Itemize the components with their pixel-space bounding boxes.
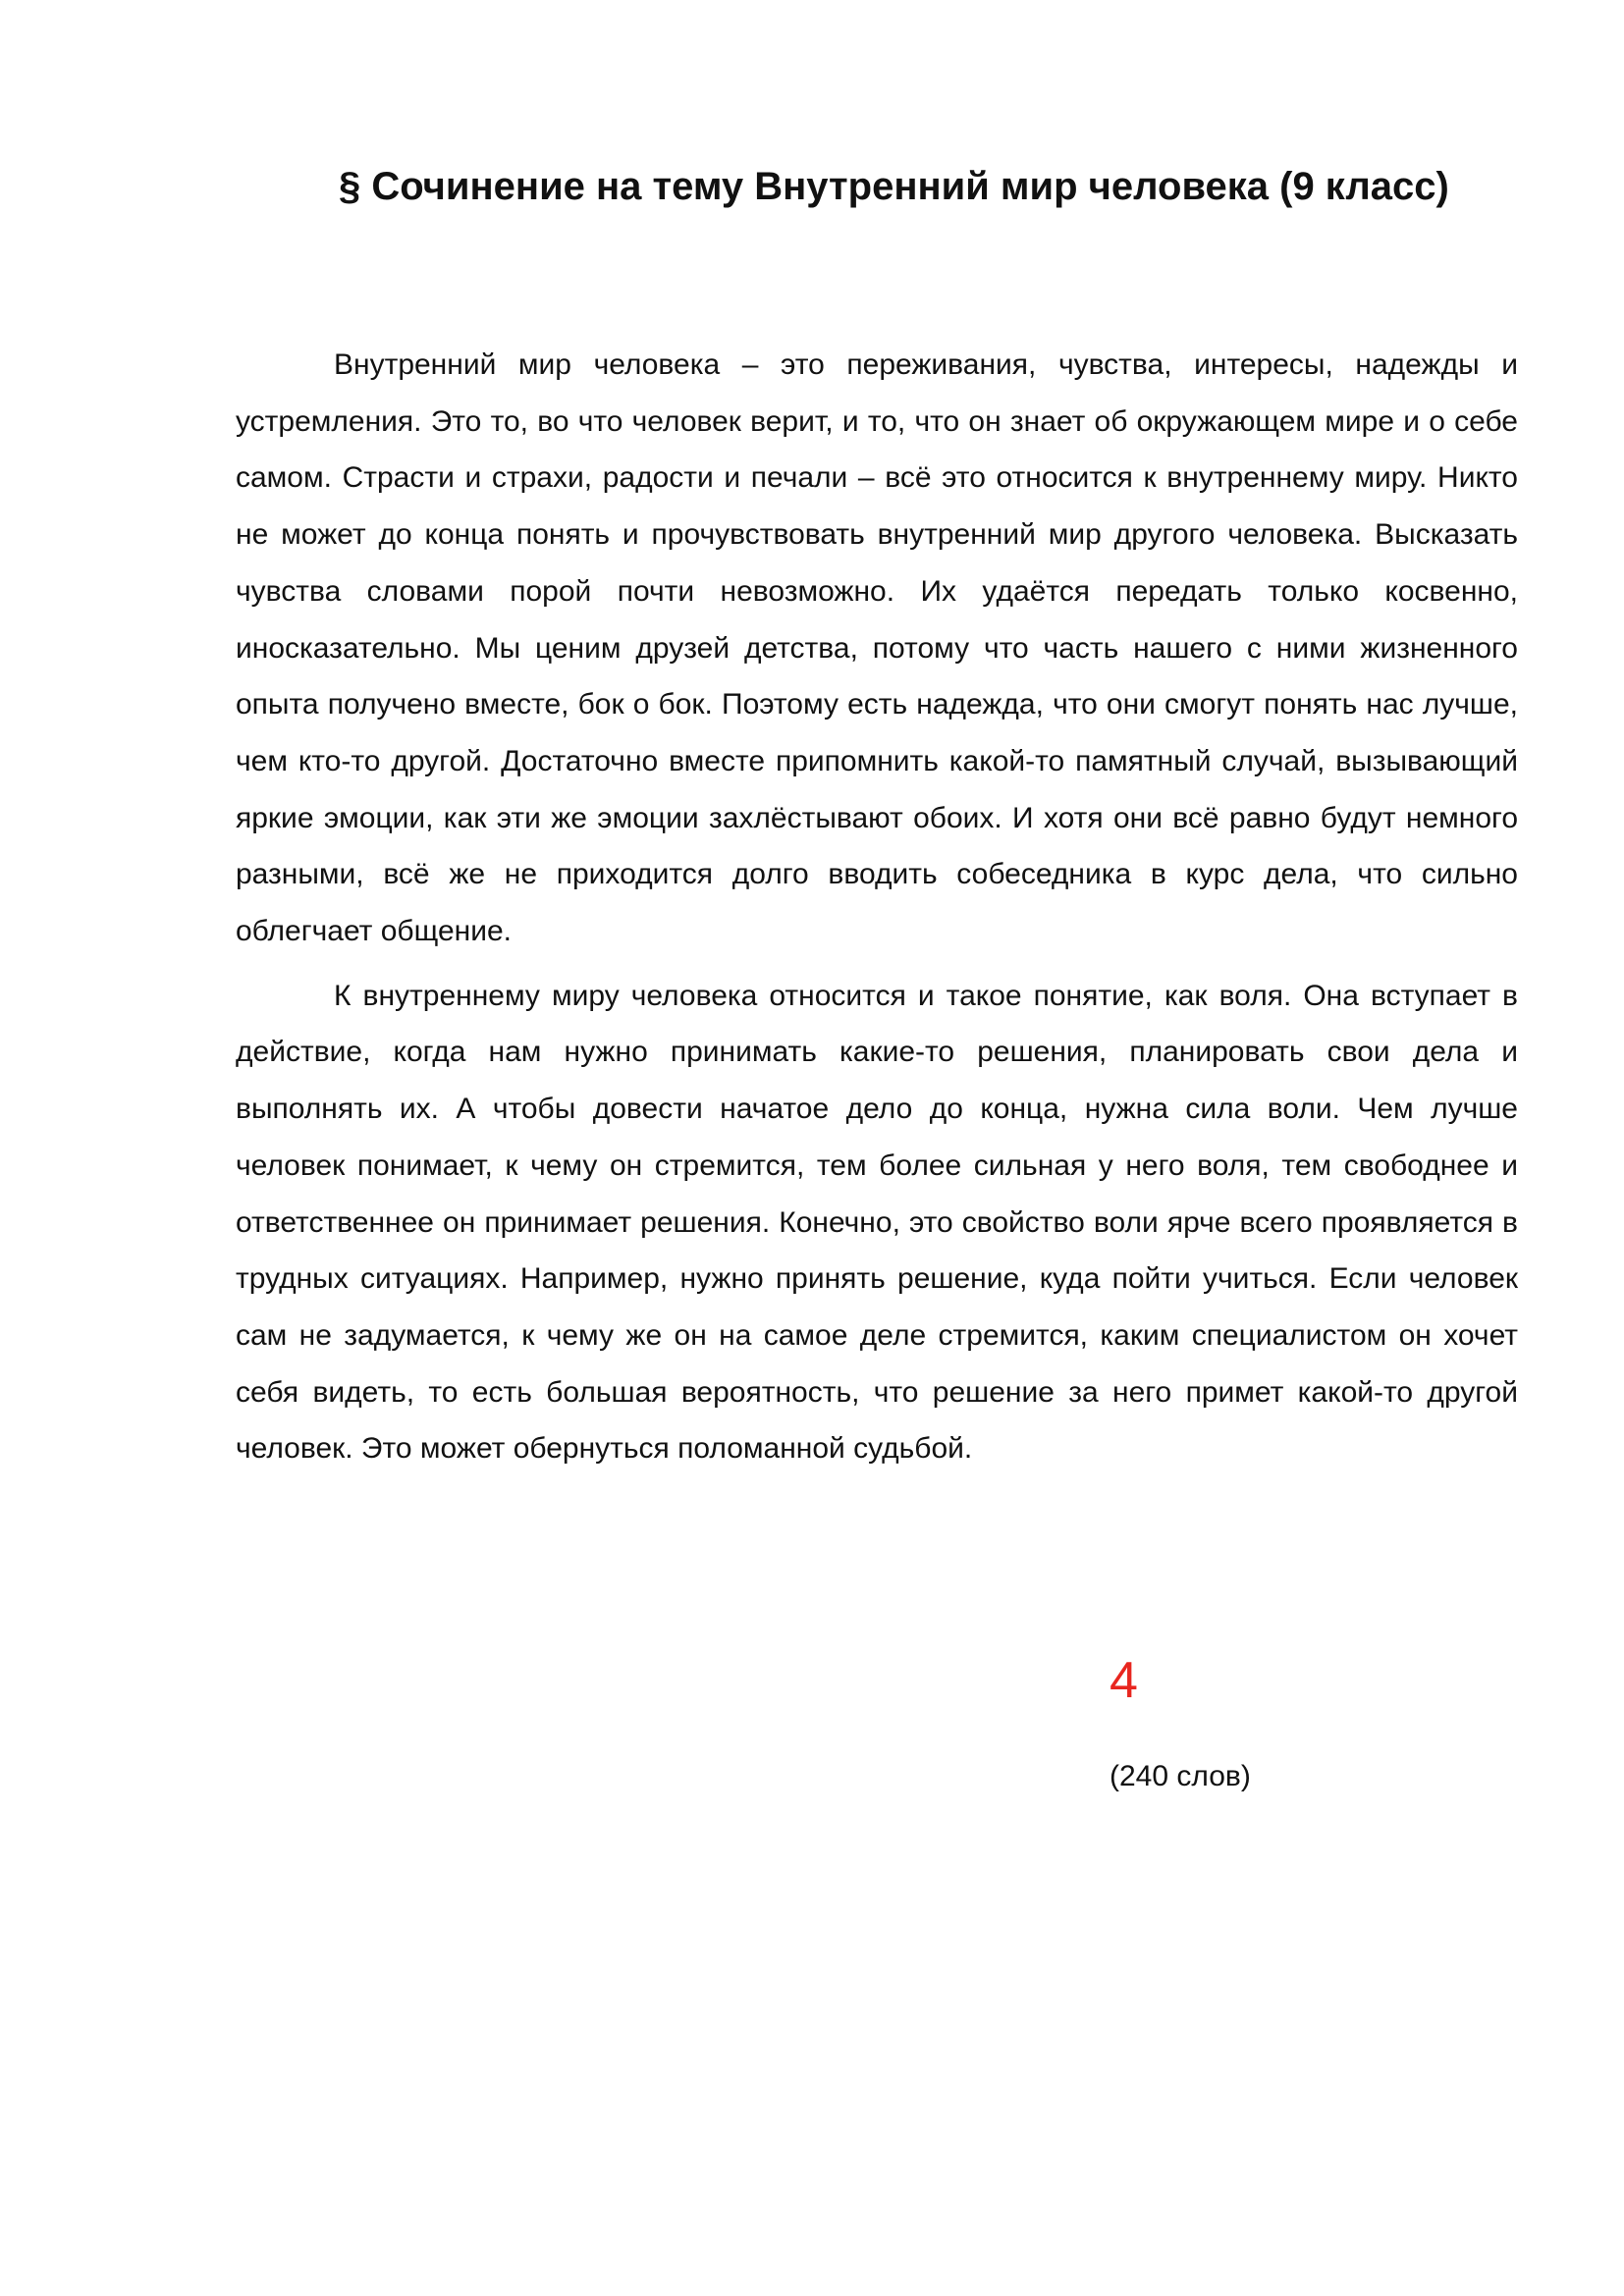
essay-paragraph-1: Внутренний мир человека – это переживания, чувства, интересы, надежды и устремления. Это то, во что человек верит, и то, что он знает об окружающем мире и о себе самом. Страсти и страхи, радости и печали – всё это относится к внутреннему миру. Никто не может до конца понять и прочувствовать внутренний мир другого человека. Высказать чувства словами порой почти невозможно. Их удаётся передать только косвенно, иносказательно. Мы ценим друзей детства, потому что часть нашего с ними жизненного опыта получено вместе, бок о бок. Поэтому есть надежда, что они смогут понять нас лучше, чем кто-то другой. Достаточно вместе припомнить какой-то памятный случай, вызывающий яркие эмоции, как эти же эмоции захлёстывают обоих. И хотя они всё равно будут немного разными, всё же не приходится долго вводить собеседника в курс дела, что сильно облегчает общение. xyxy=(236,348,1518,948)
essay-body xyxy=(236,337,1518,1485)
grade-mark: 4 xyxy=(1110,1652,1138,1709)
word-count: (240 слов) xyxy=(1110,1760,1251,1792)
essay-title: § Сочинение на тему Внутренний мир человека (9 класс) xyxy=(339,165,1449,208)
essay-paragraph-2: К внутреннему миру человека относится и такое понятие, как воля. Она вступает в действие, когда нам нужно принимать какие-то решения, планировать свои дела и выполнять их. А чтобы довести начатое дело до конца, нужна сила воли. Чем лучше человек понимает, к чему он стремится, тем более сильная у него воля, тем свободнее и ответственнее он принимает решения. Конечно, это свойство воли ярче всего проявляется в трудных ситуациях. Например, нужно принять решение, куда пойти учиться. Если человек сам не задумается, к чему же он на самое деле стремится, каким специалистом он хочет себя видеть, то есть большая вероятность, что решение за него примет какой-то другой человек. Это может обернуться поломанной судьбой. xyxy=(236,979,1518,1466)
